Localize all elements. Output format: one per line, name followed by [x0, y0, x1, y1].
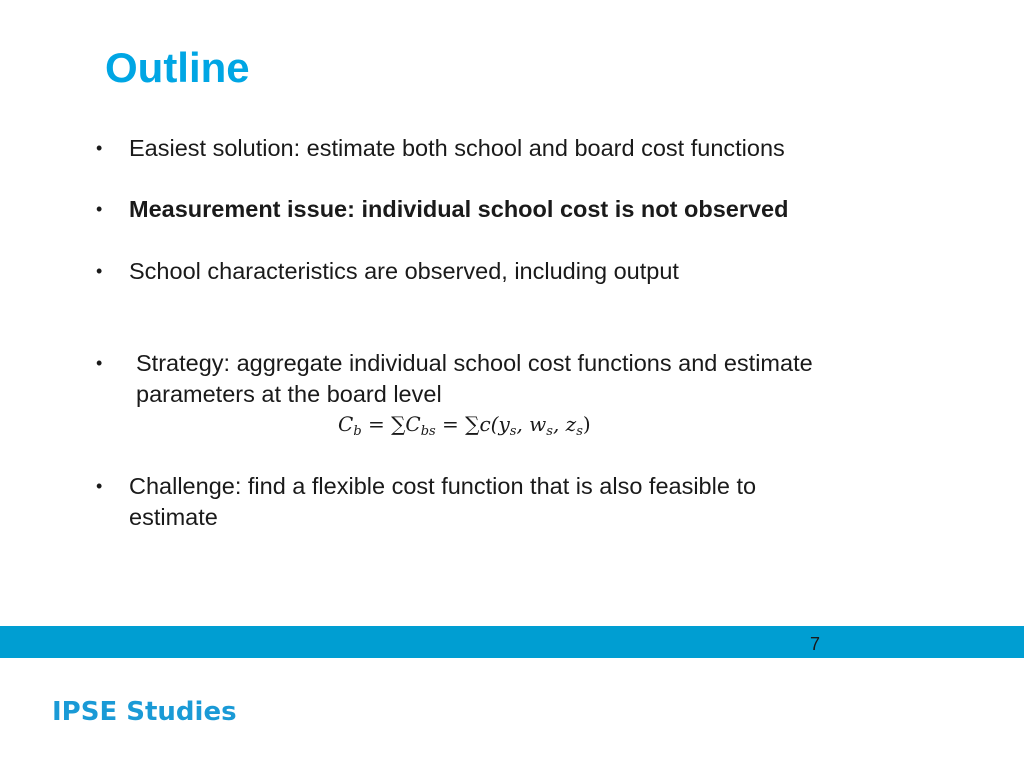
- bullet-text-line: estimate: [129, 504, 218, 530]
- bullet-text: Measurement issue: individual school cost is not observed: [129, 196, 789, 222]
- cost-formula: [338, 412, 591, 439]
- bullet-marker: •: [96, 261, 103, 281]
- bullet-marker: •: [96, 353, 103, 373]
- bullet-marker: •: [96, 199, 103, 219]
- footer-band: [0, 626, 1024, 658]
- bullet-text-line: parameters at the board level: [136, 381, 442, 407]
- bullet-marker: •: [96, 138, 103, 158]
- formula-z-sub: s: [576, 424, 583, 439]
- formula-term: C: [405, 412, 421, 436]
- bullet-text: Easiest solution: estimate both school and board cost functions: [129, 135, 785, 161]
- formula-eq-sum: = ∑: [361, 412, 406, 436]
- formula-z: , z: [552, 412, 577, 436]
- slide-title: Outline: [105, 44, 250, 91]
- formula-w: , w: [516, 412, 547, 436]
- formula-term-sub: bs: [420, 424, 436, 439]
- footer-logo-text: IPSE Studies: [52, 697, 237, 727]
- bullet-text-line: Challenge: find a flexible cost function that is also feasible to: [129, 473, 757, 499]
- formula-eq-sum: = ∑: [435, 412, 480, 436]
- formula-close: ): [582, 412, 591, 436]
- formula-y-sub: s: [509, 424, 517, 439]
- formula-lhs: C: [338, 412, 354, 436]
- bullet-text-line: Strategy: aggregate individual school cost functions and estimate: [136, 350, 813, 376]
- bullet-marker: •: [96, 476, 103, 496]
- bullet-text: School characteristics are observed, including output: [129, 258, 679, 284]
- page-number: 7: [810, 634, 821, 654]
- formula-w-sub: s: [546, 424, 553, 439]
- formula-func: c(y: [479, 412, 510, 436]
- formula-lhs-sub: b: [353, 424, 362, 439]
